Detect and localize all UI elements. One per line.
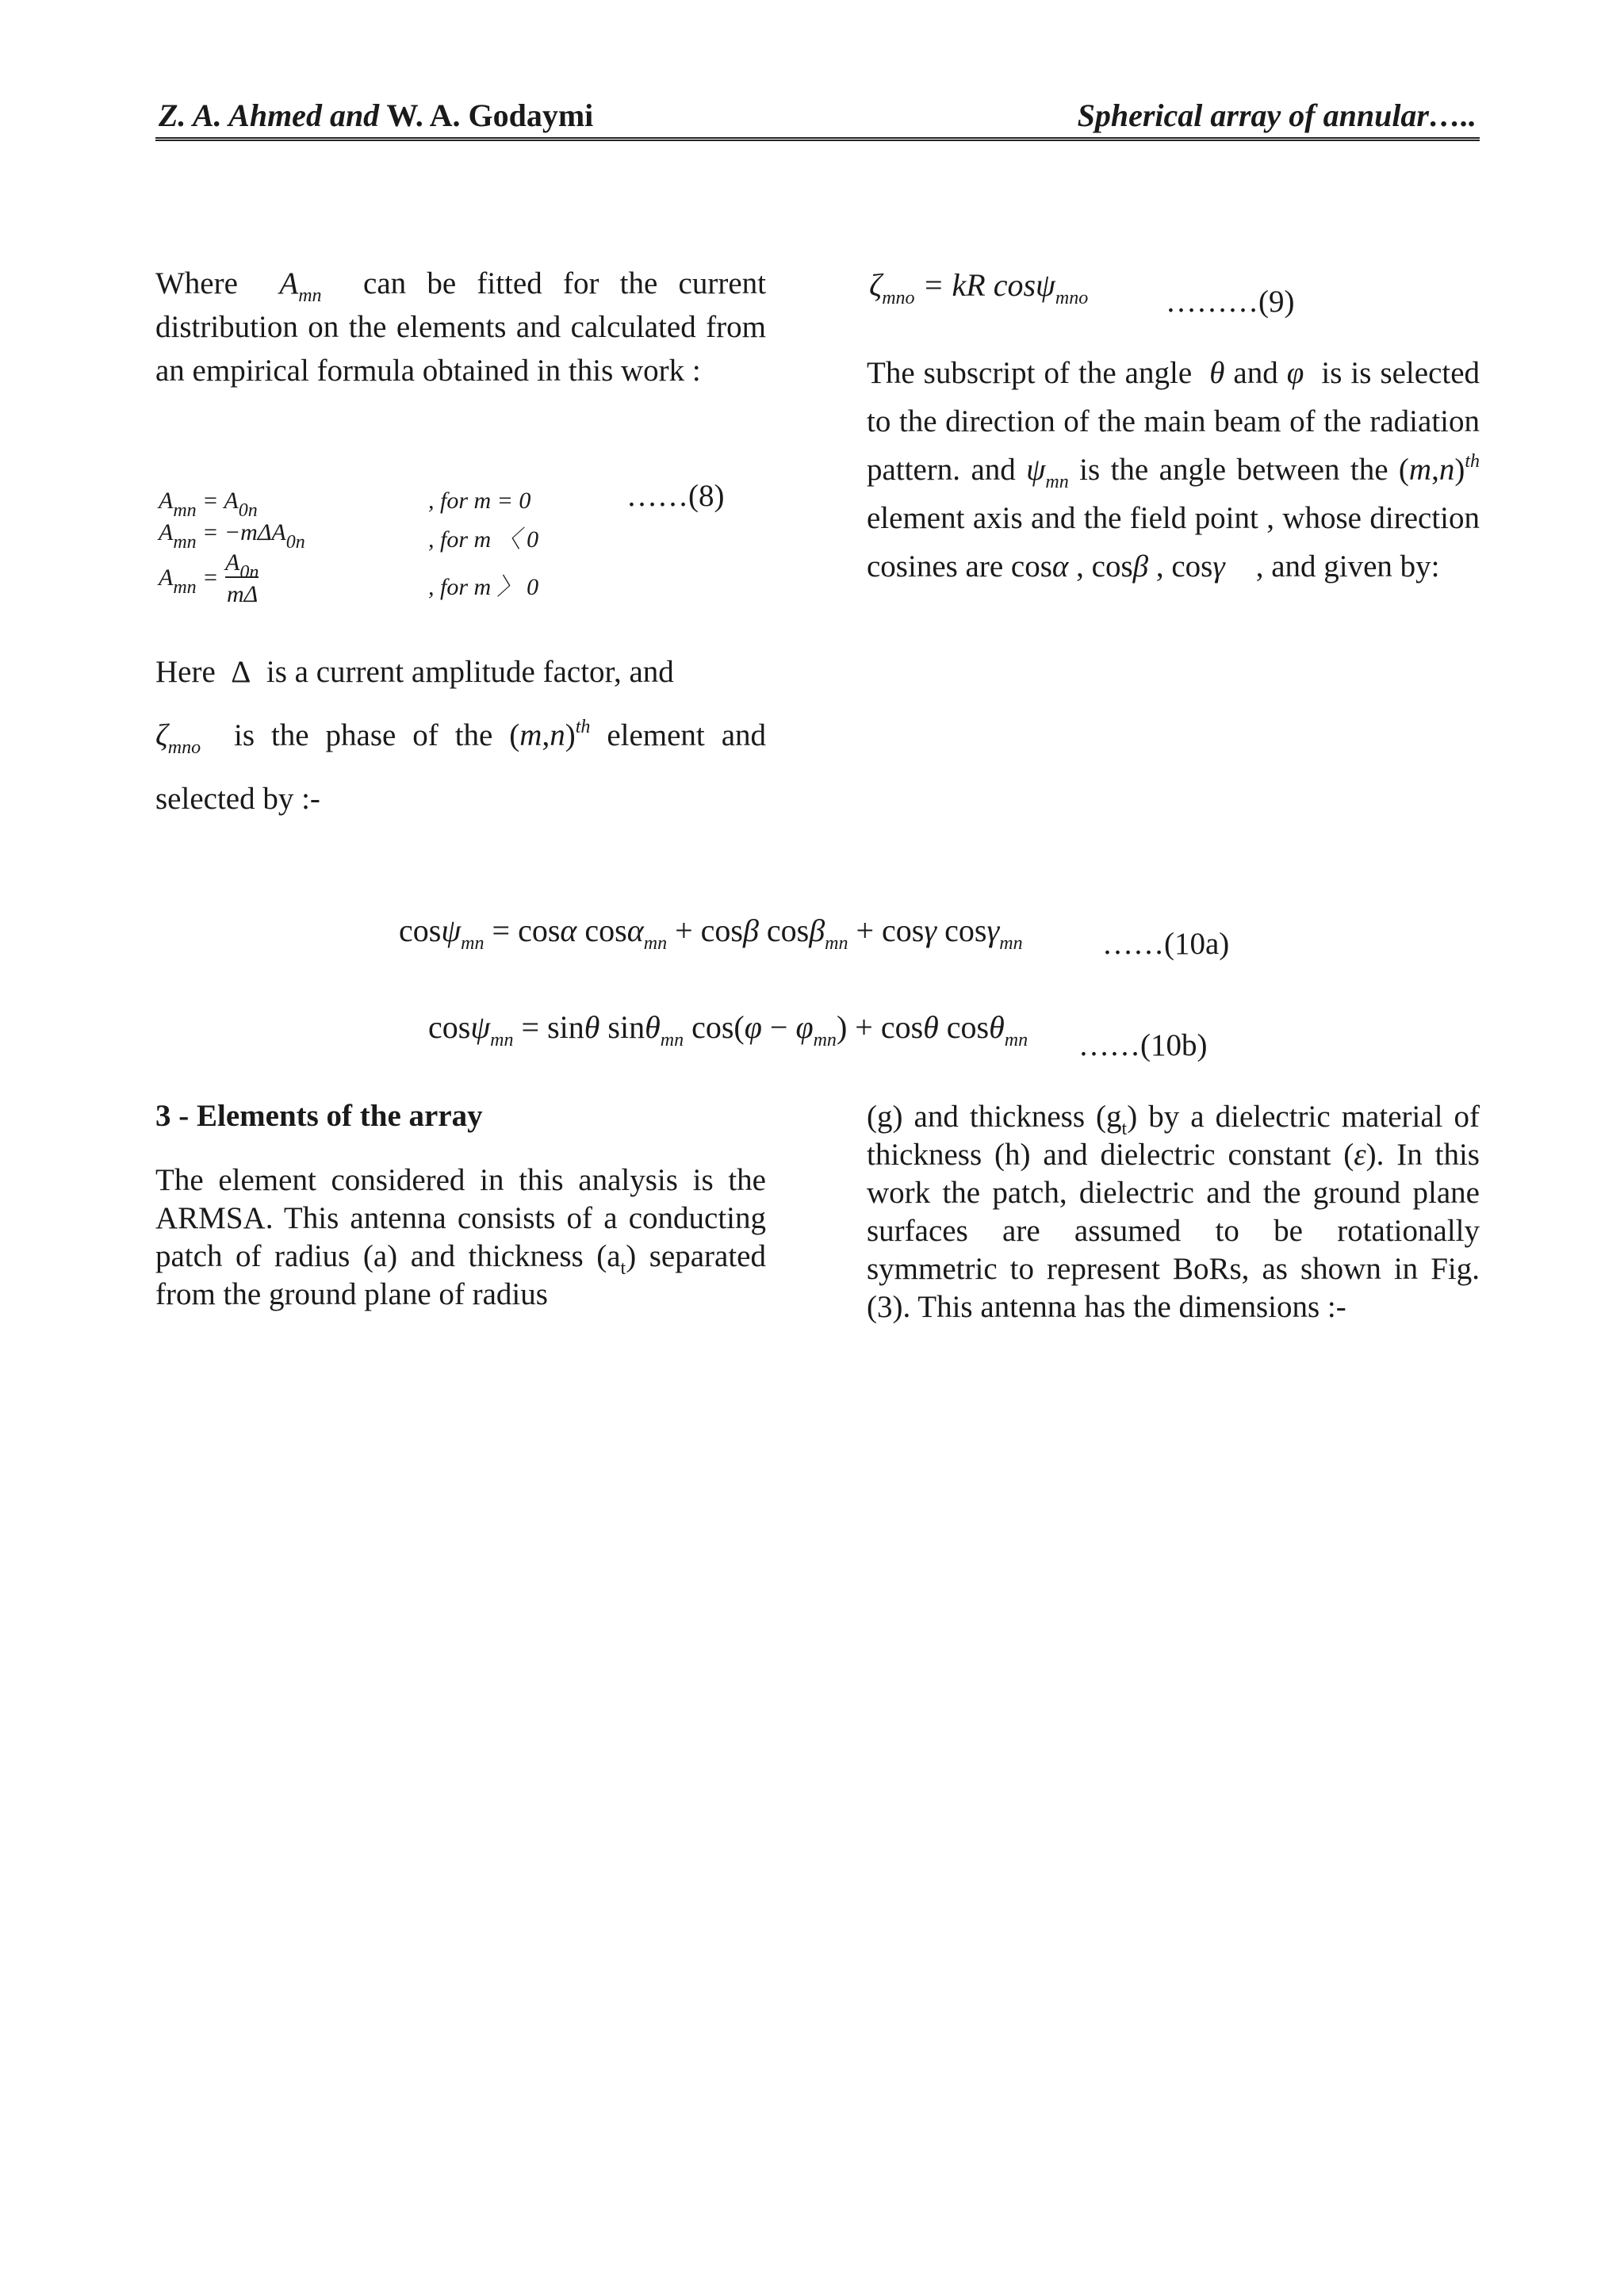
- eq10b-label: ……(10b): [1078, 1028, 1208, 1062]
- section-right-text: (g) and thickness $(g_t)$ by a dielectric material of thickness (h) and dielectric constant (ε). In this work the patch, dielectric and the ground plane surfaces are assumed to be rotationally symmetric to represent BoRs, as shown in Fig.(3). This antenna has the dimensions :-: [867, 1100, 1480, 1324]
- section-left-text: The element considered in this analysis is the ARMSA. This antenna consists of a conducting patch of radius (a) and thickness $(a_t)$ separated from the ground plane of radius: [155, 1163, 766, 1311]
- eq10a-label: ……(10a): [1102, 927, 1230, 961]
- eq9: $\zeta_{mno}$ = kR cosψ$_{mno}$: [869, 267, 1089, 308]
- eq9-label: ………(9): [1166, 285, 1295, 319]
- header-title: Spherical array of annular…..: [1077, 98, 1477, 133]
- section-title: 3 - Elements of the array: [155, 1099, 483, 1133]
- eq8-frac-num: $A_{0n}$: [225, 549, 259, 583]
- eq8-cond-2: , for m 〈 0: [428, 526, 539, 553]
- running-header: [155, 94, 1480, 141]
- eq8-label: ……(8): [626, 479, 725, 513]
- header-authors: Z. A. Ahmed and W. A. Godaymi: [159, 98, 594, 133]
- eq8-line-1: $A_{mn} = A_{0n}$: [159, 488, 258, 521]
- left-paragraph-2: Here Δ is a current amplitude factor, and $\zeta_{mno}$ is the phase of the $(m,n)^{th}$ element and selected by :-: [155, 655, 767, 816]
- eq8-cond-3: , for m 〉 0: [428, 574, 539, 600]
- eq8-line-3: $A_{mn}$ =: [159, 564, 219, 598]
- right-paragraph-1: The subscript of the angle θ and φ is is selected to the direction of the main beam of the radiation pattern. and $\psi_{mn}$ is the angle between the $(m,n)^{th}$ element axis and the field point , whose direction cosines are cosα , cosβ , cosγ , and given by:: [867, 356, 1480, 584]
- eq10b: cosψ$_{mn}$ = sinθ sinθ$_{mn}$ $\cos(\varphi - \varphi_{mn}) + \cos\theta$ cosθ$_{mn}$: [428, 1009, 1028, 1050]
- eq10a: cosψ$_{mn}$ = cosα cosα$_{mn}$ + cosβ cosβ$_{mn}$ + cosγ cosγ$_{mn}$: [399, 913, 1023, 954]
- left-paragraph-1: Where $A_{mn}$ can be fitted for the current distribution on the elements and calculated from an empirical formula obtained in this work :: [155, 266, 766, 388]
- eq8-frac-den: mΔ: [227, 581, 259, 607]
- eq8-line-2: $A_{mn} = -m\Delta A_{0n}$: [159, 519, 305, 553]
- eq8-cond-1: , for m = 0: [428, 488, 531, 514]
